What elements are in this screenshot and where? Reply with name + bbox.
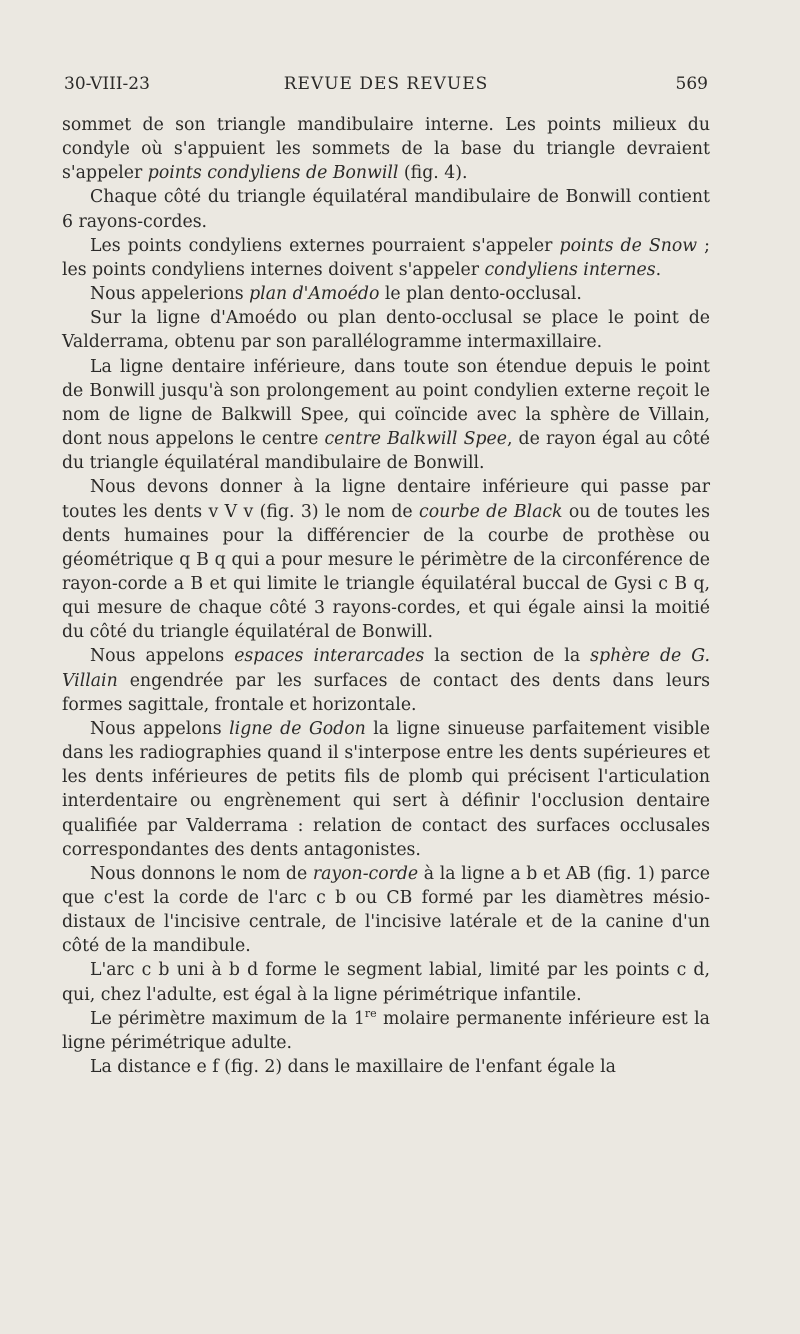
paragraph: Sur la ligne d'Amoédo ou plan dento-occlusal se place le point de Valderrama, obtenu par son parallélogramme intermaxillaire. [62, 308, 710, 353]
header-title: REVUE DES REVUES [283, 74, 489, 94]
paragraph: Nous appelons espaces interarcades la section de la sphère de G. Villain engendrée par les surfaces de contact des dents dans leurs formes sagittale, frontale et horizontale. [62, 646, 710, 715]
paragraph: Le périmètre maximum de la 1re molaire permanente inférieure est la ligne périmétrique adulte. [62, 1007, 710, 1053]
paragraph-continuation: sommet de son triangle mandibulaire interne. Les points milieux du condyle où s'appuient les sommets de la base du triangle devraient s'appeler points condyliens de Bonwill (fig. 4). [62, 115, 710, 184]
paragraph: Nous donnons le nom de rayon-corde à la ligne a b et AB (fig. 1) parce que c'est la corde de l'arc c b ou CB formé par les diamètres mésio-distaux de l'incisive centrale, de l'incisive latérale et de la canine d'un côté de la mandibule. [62, 863, 710, 957]
paragraph: Nous appelerions plan d'Amoédo le plan dento-occlusal. [90, 284, 582, 305]
paragraph: L'arc c b uni à b d forme le segment labial, limité par les points c d, qui, chez l'adulte, est égal à la ligne périmétrique infantile. [62, 960, 710, 1005]
paragraph: Nous appelons ligne de Godon la ligne sinueuse parfaitement visible dans les radiographies quand il s'interpose entre les dents supérieures et les dents inférieures de petits fils de plomb qui précisent l'articulation interdentaire ou engrènement qui sert à définir l'occlusion dentaire qualifiée par Valderrama : relation de contact des surfaces occlusales correspondantes des dents antagonistes. [62, 718, 710, 860]
paragraph: Chaque côté du triangle équilatéral mandibulaire de Bonwill contient 6 rayons-cordes. [62, 187, 710, 232]
paragraph: La distance e f (fig. 2) dans le maxillaire de l'enfant égale la [90, 1057, 616, 1078]
paragraph: Les points condyliens externes pourraient s'appeler points de Snow ; les points condyliens internes doivent s'appeler condyliens internes. [62, 235, 710, 280]
page-number: 569 [675, 74, 708, 94]
paragraph: Nous devons donner à la ligne dentaire inférieure qui passe par toutes les dents v V v (fig. 3) le nom de courbe de Black ou de toutes les dents humaines pour la différencier de la courbe de prothèse ou géométrique q B q qui a pour mesure le périmètre de la circonférence de rayon-corde a B et qui limite le triangle équilatéral buccal de Gysi c B q, qui mesure de chaque côté 3 rayons-cordes, et qui égale ainsi la moitié du côté du triangle équilatéral de Bonwill. [62, 477, 710, 643]
paragraph: La ligne dentaire inférieure, dans toute son étendue depuis le point de Bonwill jusqu'à son prolongement au point condylien externe reçoit le nom de ligne de Balkwill Spee, qui coïncide avec la sphère de Villain, dont nous appelons le centre centre Balkwill Spee, de rayon égal au côté du triangle équilatéral mandibulaire de Bonwill. [62, 356, 710, 474]
header-date: 30-VIII-23 [64, 74, 150, 94]
body-text [62, 113, 710, 1079]
running-header [64, 74, 708, 104]
